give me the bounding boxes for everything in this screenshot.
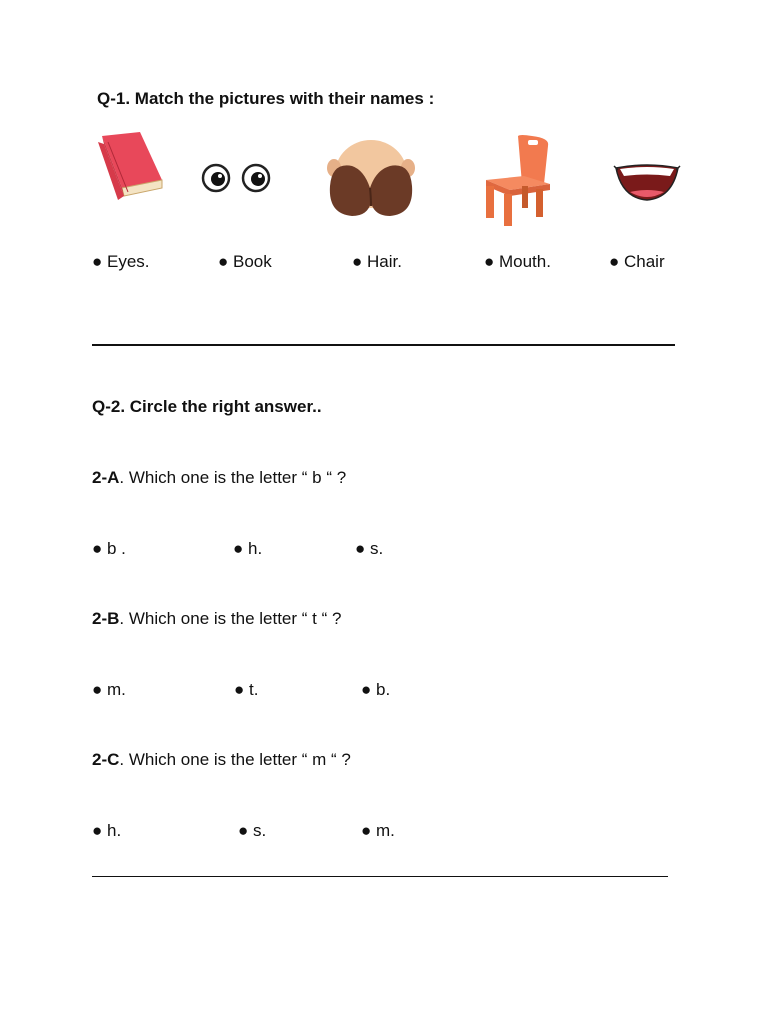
question-2c	[92, 750, 351, 770]
option-eyes: ● Eyes.	[92, 252, 150, 271]
option-2a-s: ● s.	[355, 539, 384, 558]
option-2c-m: ● m.	[361, 821, 395, 840]
option-hair: ● Hair.	[352, 252, 402, 271]
bottom-divider-line	[92, 876, 668, 877]
question-2a-text: . Which one is the letter “ b “ ?	[119, 468, 347, 487]
chair-icon	[480, 132, 554, 228]
question-2a-label: 2-A	[92, 468, 120, 487]
question-2a	[92, 468, 346, 488]
hair-icon	[324, 136, 418, 220]
book-icon	[92, 130, 166, 206]
option-chair: ● Chair	[609, 252, 665, 271]
option-2c-s: ● s.	[238, 821, 267, 840]
option-2a-h: ● h.	[233, 539, 263, 558]
question-2b-label: 2-B	[92, 609, 120, 628]
option-mouth: ● Mouth.	[484, 252, 551, 271]
option-2b-t: ● t.	[234, 680, 259, 699]
question-2c-text: . Which one is the letter “ m “ ?	[119, 750, 351, 769]
divider-line	[92, 344, 675, 346]
question-2c-label: 2-C	[92, 750, 120, 769]
q2-title: Q-2. Circle the right answer..	[92, 397, 322, 416]
question-2b	[92, 609, 341, 629]
question-2b-text: . Which one is the letter “ t “ ?	[119, 609, 342, 628]
option-2a-b: ● b .	[92, 539, 126, 558]
option-2b-b: ● b.	[361, 680, 391, 699]
option-book: ● Book	[218, 252, 272, 271]
q1-title: Q-1. Match the pictures with their names :	[97, 89, 435, 108]
mouth-icon	[612, 160, 682, 204]
option-2b-m: ● m.	[92, 680, 126, 699]
option-2c-h: ● h.	[92, 821, 122, 840]
eyes-icon	[198, 160, 274, 196]
